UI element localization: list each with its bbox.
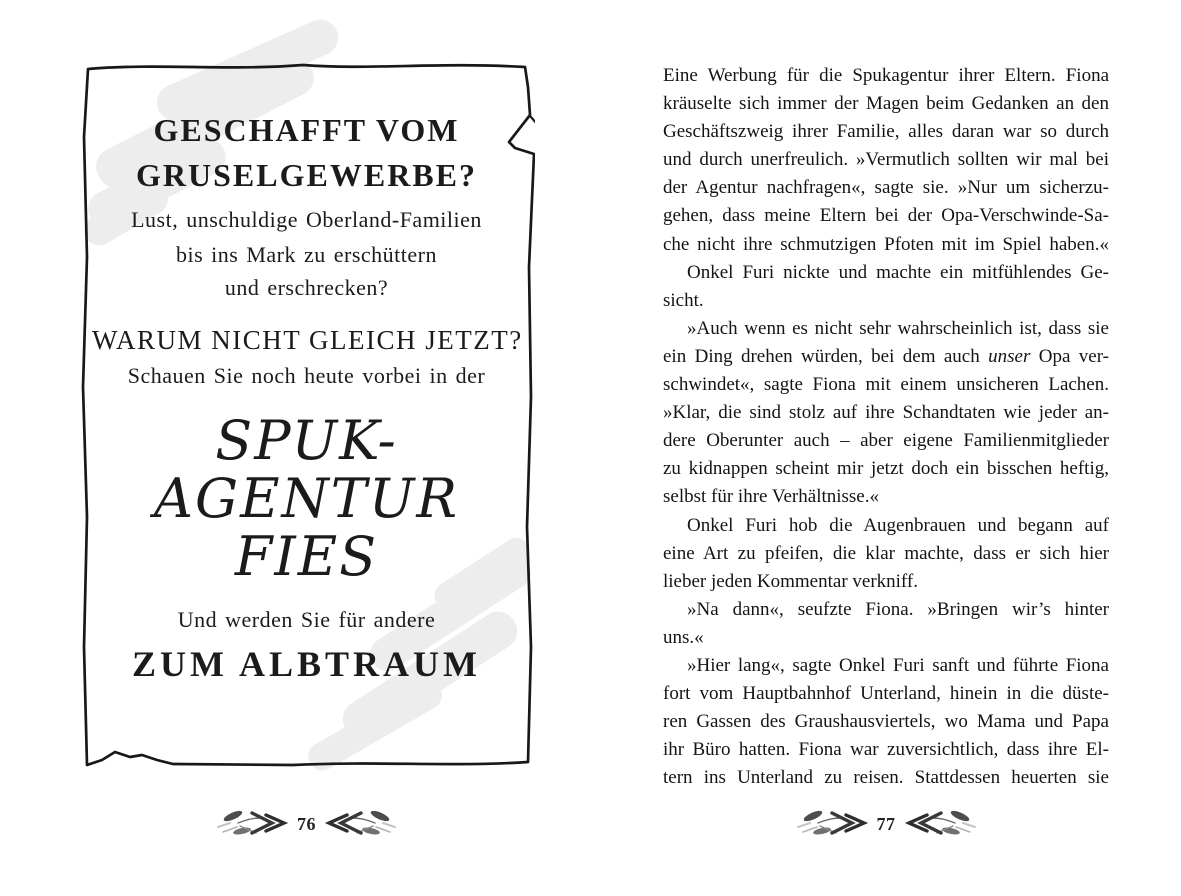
poster-cta-heading: WARUM NICHT GLEICH JETZT? [92,325,523,355]
poster-closing-sub: Und werden Sie für andere [177,607,436,632]
poster-ad [78,57,535,770]
text-line: sicht. [663,289,704,311]
text-line: ihr Büro hatten. Fiona war zuversichtlich, dass ihre El- [663,739,1109,761]
poster-sub-line: Lust, unschuldige Oberland-Familien [131,207,482,232]
twig-ornament-icon [903,806,977,840]
text-line: eine Art zu pfeifen, die klar machte, dass er sich hier [663,542,1109,564]
page-number: 77 [876,814,896,834]
poster-brand-line: SPUK- [215,409,398,472]
text-line: selbst für ihre Verhältnisse.« [663,486,879,508]
text-line: ren Gassen des Graushausviertels, wo Mama und Papa [663,711,1109,733]
text-line: Geschäftszweig ihrer Familie, alles daran war so durch [663,121,1109,143]
text-line: Onkel Furi nickte und machte ein mitfühlendes Ge- [687,261,1109,283]
twig-ornament-icon [796,806,870,840]
poster-headline-line1: GESCHAFFT VOM [153,112,460,148]
text-line: zu kidnappen scheint mir jetzt doch ein bisschen heftig, [663,458,1109,480]
poster-sub-line: bis ins Mark zu erschüttern [176,242,437,267]
text-line: uns.« [663,626,704,648]
page-number: 76 [297,814,316,834]
twig-ornament-icon [323,806,397,840]
twig-ornament-icon [216,806,290,840]
text-line: und durch unerfreulich. »Vermutlich sollten wir mal bei [663,149,1109,171]
text-line: Onkel Furi hob die Augenbrauen und begann auf [687,514,1109,536]
text-line: kräuselte sich immer der Magen beim Gedanken an den [663,93,1109,115]
text-line: schwindet«, sagte Fiona mit einem unsicheren Lachen. [663,374,1109,396]
poster-brand-line: AGENTUR [154,467,459,530]
text-line: fort vom Hauptbahnhof Unterland, hinein in die düste- [663,683,1109,705]
text-line: der Agentur nachfragen«, sagte sie. »Nur um sicherzu- [663,177,1109,199]
text-line: »Auch wenn es nicht sehr wahrscheinlich ist, dass sie [687,317,1109,339]
text-line: gehen, dass meine Eltern bei der Opa-Verschwinde-Sa- [663,205,1109,227]
poster-cta-sub: Schauen Sie noch heute vorbei in der [127,363,486,388]
text-line: »Hier lang«, sagte Onkel Furi sanft und führte Fiona [687,654,1109,676]
text-line: che nicht ihre schmutzigen Pfoten mit im Spiel haben.« [663,233,1109,255]
left-page-footer [78,804,535,842]
poster-closing-heading: ZUM ALBTRAUM [131,644,481,684]
text-line: dere Oberunter auch – aber eigene Familienmitglieder [663,430,1109,452]
body-text [663,62,1109,792]
poster-sub-line: und erschrecken? [224,275,389,300]
text-line: ein Ding drehen würden, bei dem auch unser Opa ver- [663,345,1109,367]
text-line: Eine Werbung für die Spukagentur ihrer Eltern. Fiona [663,65,1109,86]
text-line: »Klar, die sind stolz auf ihre Schandtaten wie jeder an- [663,402,1109,424]
text-line: »Na dann«, seufzte Fiona. »Bringen wir’s hinter [687,598,1109,620]
right-page-footer [663,804,1109,842]
poster-brand-line: FIES [234,525,379,588]
poster-headline-line2: GRUSELGEWERBE? [136,157,477,193]
text-line: lieber jeden Kommentar verkniff. [663,570,918,592]
text-line: tern ins Unterland zu reisen. Stattdessen heuerten sie [663,767,1109,789]
